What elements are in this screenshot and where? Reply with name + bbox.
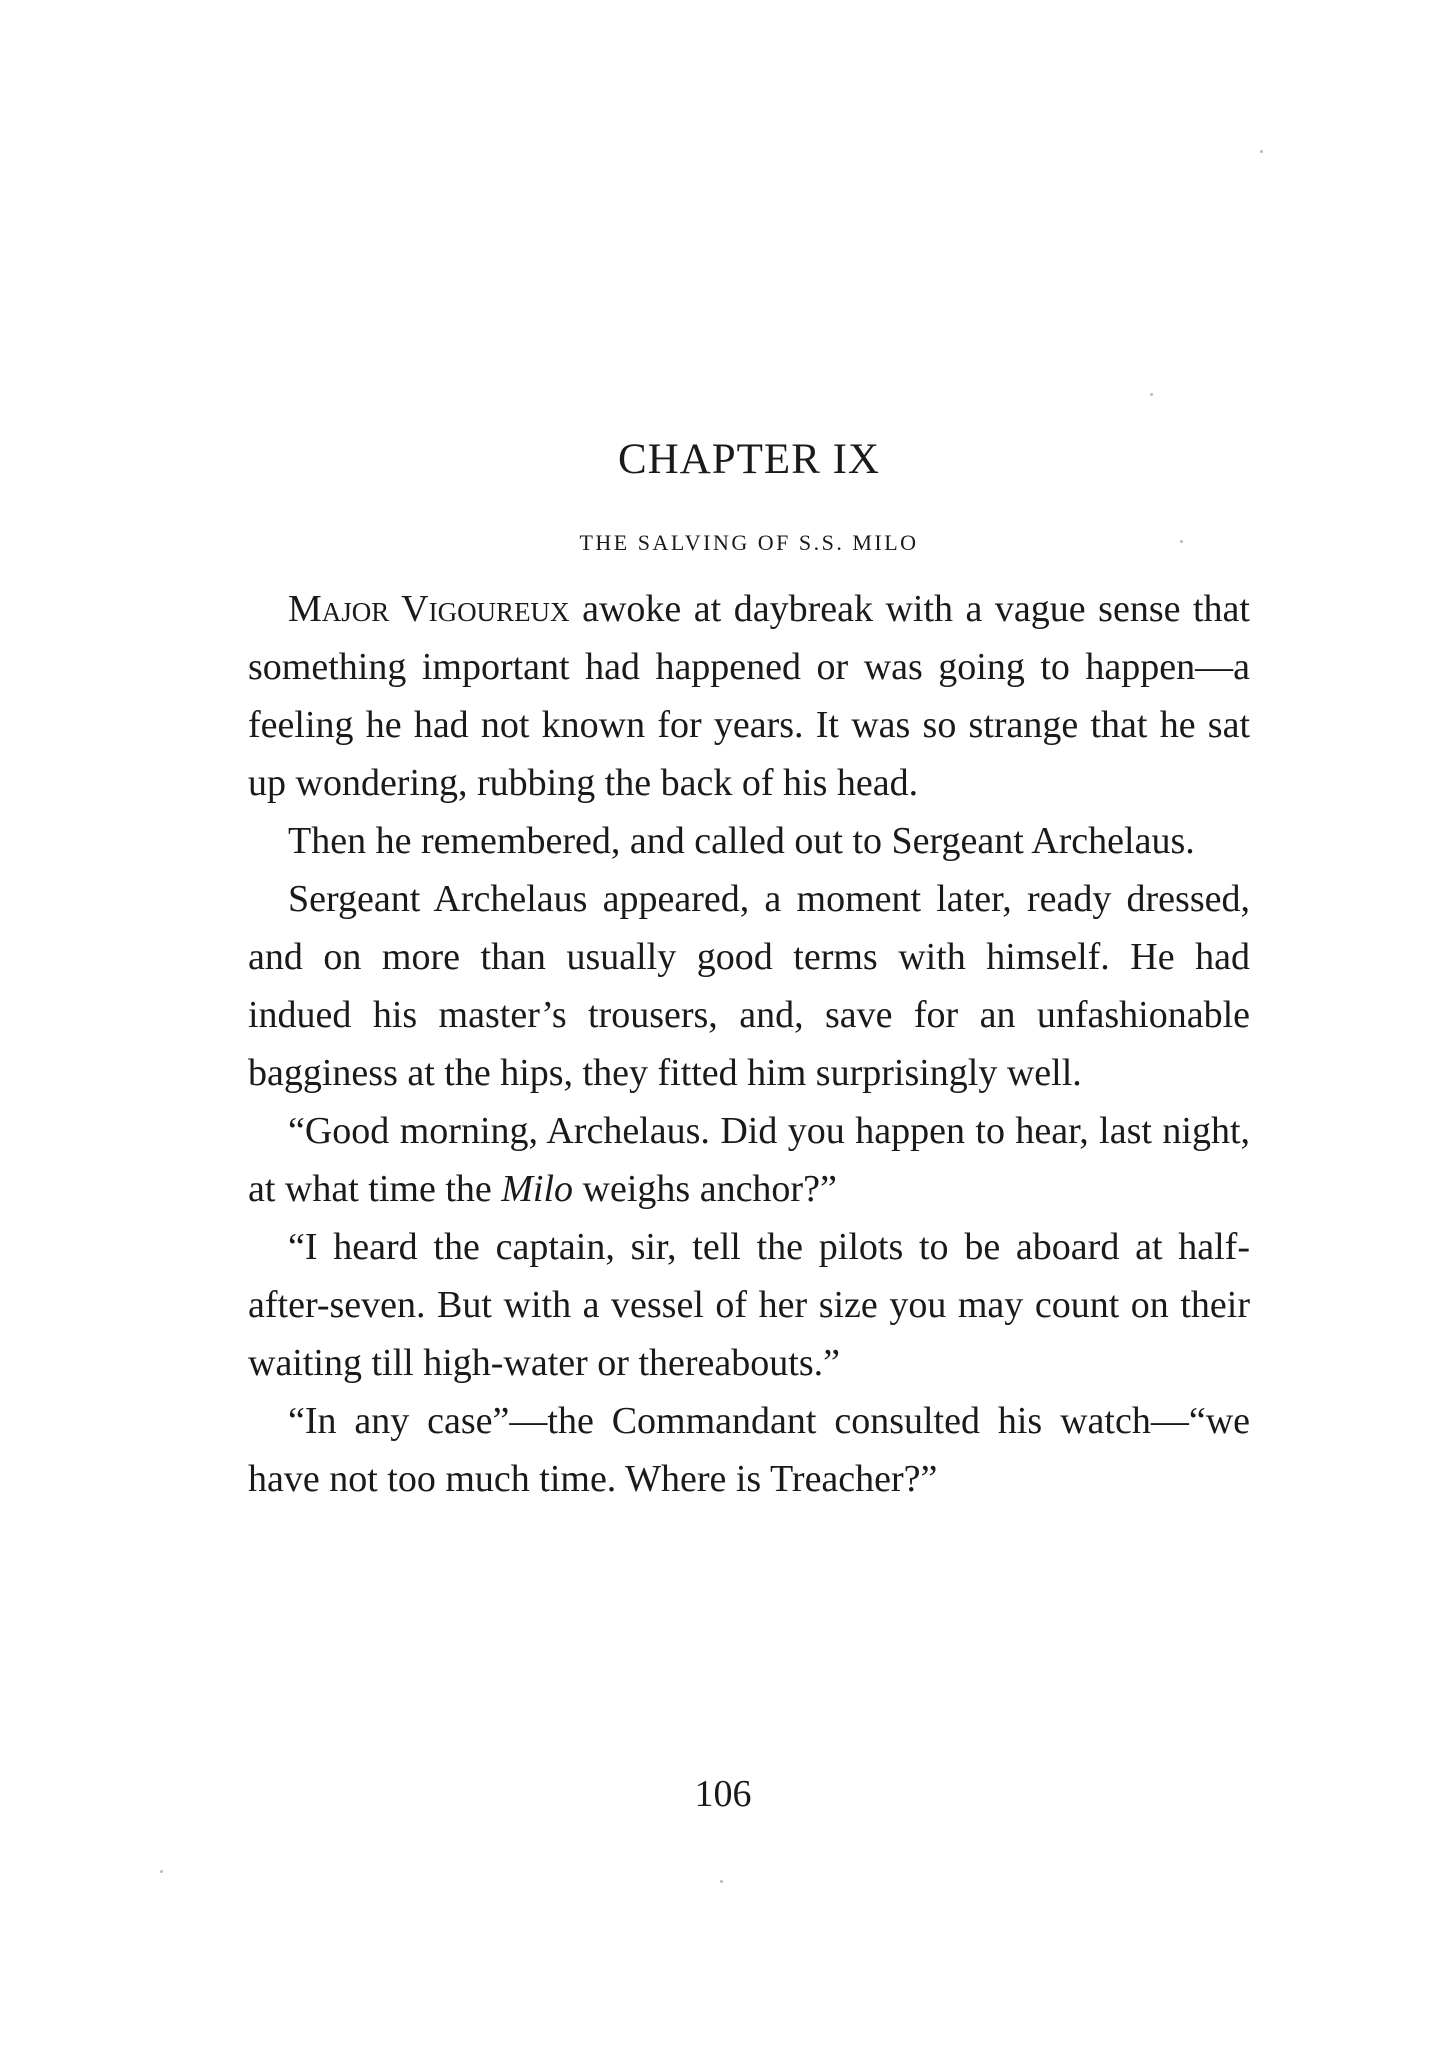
- paper-speck: [1150, 393, 1153, 396]
- paragraph: [248, 1392, 1250, 1508]
- paragraph-text: “Good morning, Archelaus. Did you happen to hear, last night, at what time the: [248, 1110, 1250, 1210]
- paragraph-text: awoke at daybreak with a vague sense that something important had happened or was going to happen—a feeling he had not known for years. It was so strange that he sat up wondering, rubbing the back of his head.: [248, 588, 1250, 804]
- paragraph: [248, 1102, 1250, 1218]
- opening-smallcaps: Major Vigoureux: [288, 588, 570, 630]
- paragraph-text: Then he remembered, and called out to Sergeant Archelaus.: [288, 820, 1195, 862]
- paragraph-text: “I heard the captain, sir, tell the pilots to be aboard at half-after-seven. But with a vessel of her size you may count on their waiting till high-water or thereabouts.”: [248, 1226, 1250, 1384]
- paragraph-text: weighs anchor?”: [573, 1168, 837, 1210]
- paper-speck: [1260, 150, 1263, 153]
- chapter-title: CHAPTER IX: [617, 436, 881, 483]
- chapter-subtitle: THE SALVING OF S.S. MILO: [579, 530, 919, 555]
- paragraph: [248, 1218, 1250, 1392]
- paragraph: [248, 580, 1250, 812]
- paper-speck: [160, 1870, 163, 1873]
- paragraph-text: “In any case”—the Commandant consulted his watch—“we have not too much time. Where is Treacher?”: [248, 1400, 1250, 1500]
- paper-speck: [720, 1880, 723, 1883]
- paragraph: [248, 812, 1250, 870]
- page-number: 106: [694, 1773, 752, 1815]
- paragraph-text: Sergeant Archelaus appeared, a moment later, ready dressed, and on more than usually good terms with himself. He had indued his master’s trousers, and, save for an unfashionable bagginess at the hips, they fitted him surprisingly well.: [248, 878, 1250, 1094]
- page-text: [248, 435, 1250, 1508]
- paragraph: [248, 870, 1250, 1102]
- ship-name-italic: Milo: [501, 1168, 574, 1210]
